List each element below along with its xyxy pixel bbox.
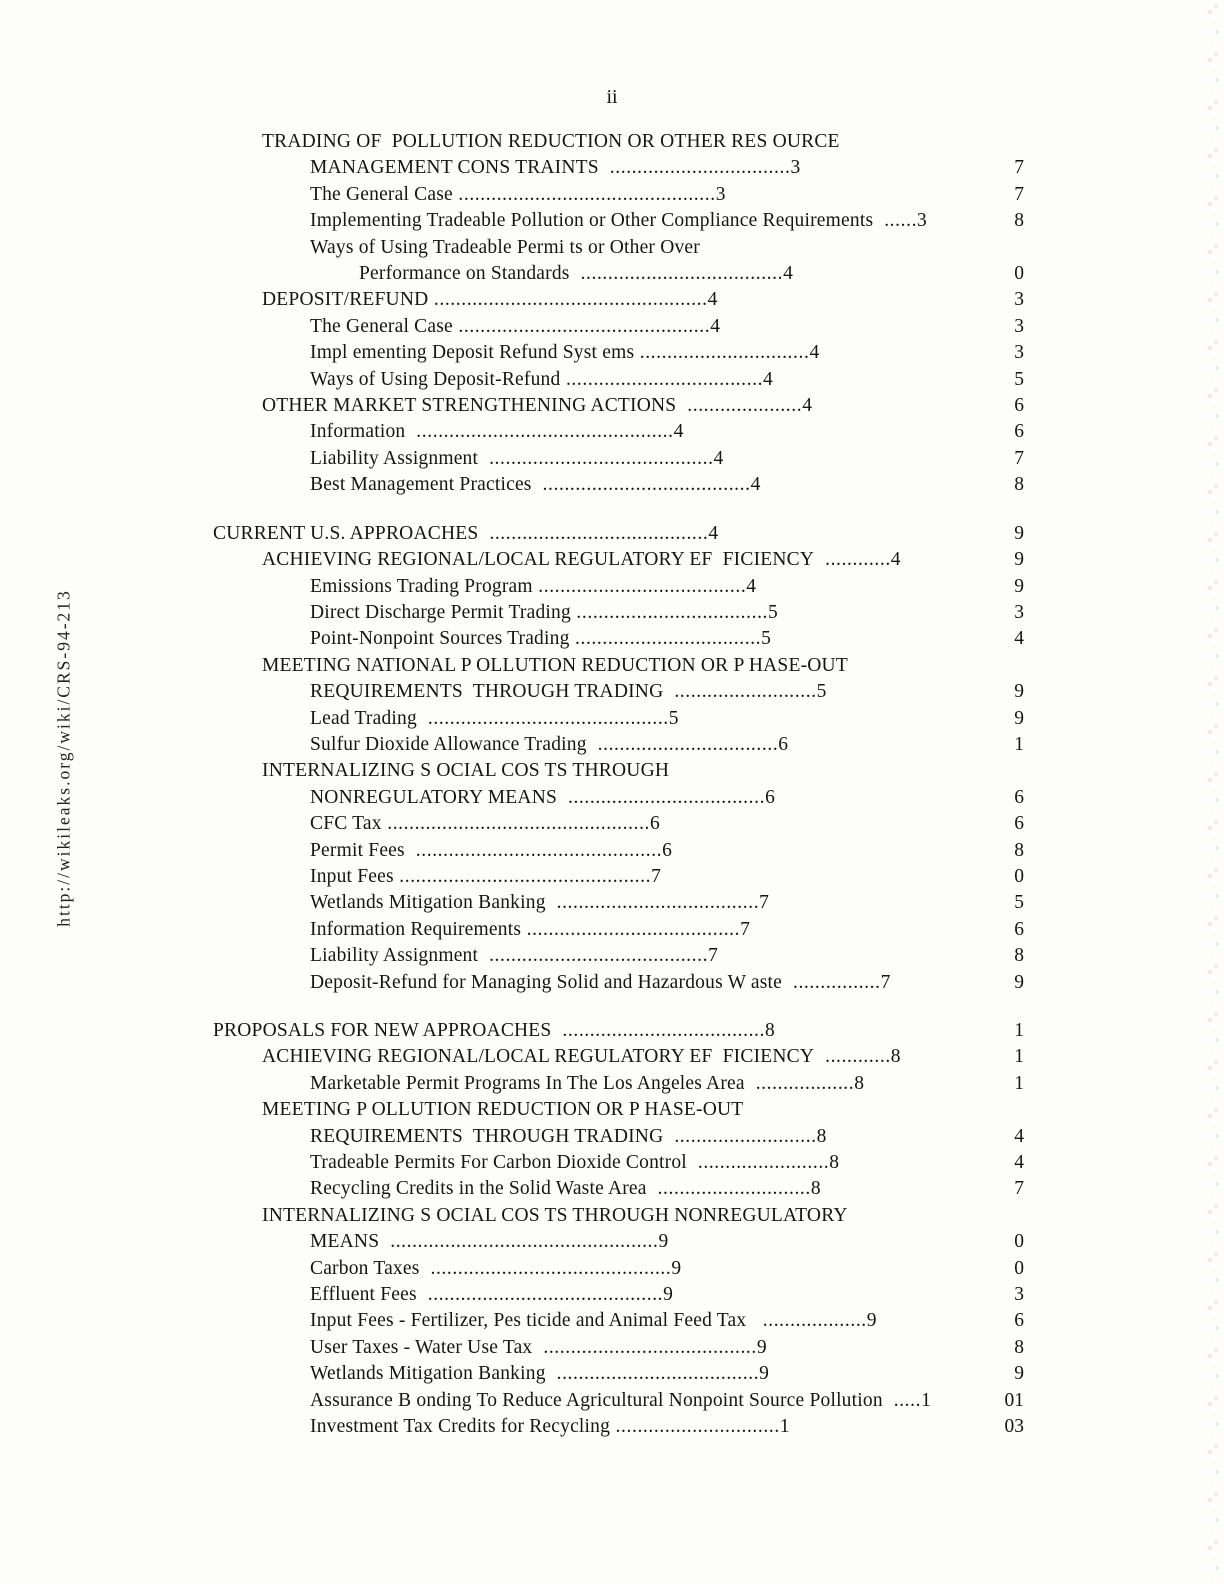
toc-leader-dots: ............................................9 (419, 1257, 682, 1279)
toc-leader-dots: ......................................4 (532, 575, 757, 597)
toc-page-number: 9 (1014, 1363, 1024, 1385)
toc-leader-dots: ........................................4 (478, 522, 719, 544)
toc-leader-dots: ............................................5 (416, 707, 680, 729)
toc-entry-text: Information Requirements (310, 918, 522, 940)
toc-entry-text: CFC Tax (310, 813, 382, 835)
toc-page-number: 0 (1014, 1231, 1024, 1253)
toc-row (213, 1282, 1024, 1308)
toc-entry-text: MANAGEMENT CONS TRAINTS (310, 157, 599, 179)
toc-entry-text: Wetlands Mitigation Banking (310, 1363, 546, 1385)
toc-entry-text: Performance on Standards (359, 263, 570, 285)
toc-page-number: 3 (1014, 601, 1024, 623)
page-folio: ii (606, 86, 618, 108)
toc-entry-text: Point-Nonpoint Sources Trading (310, 628, 570, 650)
toc-row (213, 419, 1024, 445)
toc-row (213, 129, 1024, 155)
toc-row (213, 1150, 1024, 1176)
toc-page-number: 9 (1014, 707, 1024, 729)
toc-leader-dots: ...................9 (746, 1310, 878, 1332)
toc-row (213, 838, 1024, 864)
toc-page-number: 1 (1014, 1020, 1024, 1041)
toc-entry-text: DEPOSIT/REFUND (262, 289, 429, 311)
toc-leader-dots: .....................................7 (545, 892, 770, 914)
toc-leader-dots: .....1 (882, 1389, 932, 1411)
toc-page-number: 9 (1014, 549, 1024, 571)
toc-entry-text: OTHER MARKET STRENGTHENING ACTIONS (262, 395, 677, 417)
toc-leader-dots: ............................8 (646, 1178, 822, 1200)
toc-page-number: 7 (1014, 183, 1024, 205)
toc-leader-dots: .....................................4 (569, 263, 794, 285)
toc-page-number: 0 (1014, 263, 1024, 285)
toc-entry-text: Assurance B onding To Reduce Agricultural Nonpoint Source Pollution (310, 1389, 883, 1411)
toc-leader-dots: .................................3 (598, 157, 801, 179)
toc-leader-dots: .................................................9 (379, 1231, 669, 1253)
toc-leader-dots: ...............................................3 (452, 183, 727, 205)
toc-row (213, 1097, 1024, 1123)
toc-leader-dots: ..............................................4 (452, 315, 721, 337)
toc-row (213, 600, 1024, 626)
toc-page-number: 7 (1014, 1178, 1024, 1200)
toc-page-number: 9 (1014, 971, 1024, 993)
toc-leader-dots: ............8 (814, 1046, 902, 1068)
toc-leader-dots: ........................8 (686, 1152, 840, 1174)
toc-entry-text: Implementing Tradeable Pollution or Other Compliance Requirements (310, 210, 874, 232)
toc-leader-dots: .......................................9 (532, 1336, 768, 1358)
toc-leader-dots: ....................................4 (560, 368, 774, 390)
toc-page-number: 8 (1014, 474, 1024, 496)
toc-page-number: 7 (1014, 447, 1024, 469)
toc-row (213, 521, 1024, 547)
toc-page-number: 0 (1014, 1257, 1024, 1279)
toc-entry-text: REQUIREMENTS THROUGH TRADING (310, 681, 664, 703)
toc-leader-dots: ...................................5 (570, 601, 779, 623)
sidebar-watermark-url: http://wikileaks.org/wiki/CRS-94-213 (53, 589, 74, 927)
toc-leader-dots: .............................................6 (404, 839, 673, 861)
toc-page-number: 1 (1014, 733, 1024, 755)
toc-entry-text: Carbon Taxes (310, 1257, 420, 1279)
toc-page-number: 6 (1014, 421, 1024, 443)
toc-entry-text: Information (310, 421, 406, 443)
toc-row (213, 235, 1024, 261)
toc-page-number: 0 (1014, 865, 1024, 887)
toc-entry-text: Effluent Fees (310, 1284, 417, 1306)
toc-page-number: 5 (1014, 368, 1024, 390)
toc-row (213, 367, 1024, 393)
toc-entry-text: Impl ementing Deposit Refund Syst ems (310, 342, 635, 364)
toc-page-number: 7 (1014, 157, 1024, 179)
toc-leader-dots: ................................................6 (381, 813, 661, 835)
toc-entry-text: INTERNALIZING S OCIAL COS TS THROUGH NONREGULATORY (262, 1204, 848, 1226)
toc-row (213, 1044, 1024, 1070)
toc-row (213, 706, 1024, 732)
toc-row (213, 1335, 1024, 1361)
toc-page-number: 9 (1014, 681, 1024, 703)
toc-entry-text: Liability Assignment (310, 945, 479, 967)
toc-row (213, 393, 1024, 419)
toc-row (213, 314, 1024, 340)
toc-leader-dots: ..........................5 (663, 681, 828, 703)
toc-row (213, 785, 1024, 811)
toc-leader-dots: ..............................1 (610, 1416, 791, 1438)
table-of-contents (0, 129, 1224, 1441)
toc-leader-dots: .....................4 (676, 395, 813, 417)
toc-entry-text: The General Case (310, 315, 453, 337)
toc-entry-text: Ways of Using Tradeable Permi ts or Other Over (310, 236, 700, 258)
toc-entry-text: ACHIEVING REGIONAL/LOCAL REGULATORY EF FICIENCY (262, 1046, 815, 1068)
toc-row (213, 1388, 1024, 1414)
toc-row (213, 1176, 1024, 1202)
toc-row (213, 864, 1024, 890)
toc-page-number: 8 (1014, 945, 1024, 967)
toc-page-number: 6 (1014, 395, 1024, 417)
toc-entry-text: Input Fees (310, 865, 394, 887)
toc-entry-text: Emissions Trading Program (310, 575, 533, 597)
toc-page-number: 03 (1004, 1416, 1024, 1438)
toc-row (213, 811, 1024, 837)
toc-row (213, 970, 1024, 996)
toc-entry-text: Tradeable Permits For Carbon Dioxide Control (310, 1152, 687, 1174)
toc-page-number: 3 (1014, 1284, 1024, 1306)
toc-row (213, 758, 1024, 784)
toc-entry-text: Recycling Credits in the Solid Waste Area (310, 1178, 647, 1200)
toc-entry-text: Investment Tax Credits for Recycling (310, 1416, 611, 1438)
toc-leader-dots: ......................................4 (531, 474, 761, 496)
toc-page-number: 8 (1014, 1336, 1024, 1358)
toc-entry-text: Direct Discharge Permit Trading (310, 601, 571, 623)
toc-row (213, 917, 1024, 943)
toc-row (213, 1361, 1024, 1387)
toc-leader-dots: .......................................7 (521, 918, 751, 940)
toc-entry-text: MEANS (310, 1231, 380, 1253)
toc-page-number: 9 (1014, 522, 1024, 544)
toc-row (213, 261, 1024, 287)
page-edge-dot-pattern (1202, 0, 1224, 1584)
toc-row (213, 340, 1024, 366)
toc-leader-dots: .................................6 (586, 733, 789, 755)
toc-page-number: 1 (1014, 1072, 1024, 1094)
toc-entry-text: Liability Assignment (310, 447, 479, 469)
toc-entry-text: Input Fees - Fertilizer, Pes ticide and Animal Feed Tax (310, 1310, 747, 1332)
toc-leader-dots: ..................8 (744, 1072, 865, 1094)
toc-row (213, 547, 1024, 573)
toc-row (213, 626, 1024, 652)
toc-page-number: 9 (1014, 575, 1024, 597)
toc-page-number: 3 (1014, 315, 1024, 337)
toc-leader-dots: .........................................4 (478, 447, 724, 469)
toc-leader-dots: .....................................8 (551, 1020, 776, 1041)
toc-row (213, 446, 1024, 472)
toc-entry-text: Best Management Practices (310, 474, 532, 496)
toc-row (213, 1414, 1024, 1440)
toc-leader-dots: ........................................7 (478, 945, 719, 967)
toc-entry-text: NONREGULATORY MEANS (310, 786, 558, 808)
toc-entry-text: PROPOSALS FOR NEW APPROACHES (213, 1020, 552, 1041)
toc-row (213, 1229, 1024, 1255)
toc-page-number: 1 (1014, 1046, 1024, 1068)
toc-leader-dots: ..................................................4 (428, 289, 718, 311)
toc-row (213, 732, 1024, 758)
toc-row (213, 943, 1024, 969)
toc-leader-dots: ......3 (873, 210, 928, 232)
toc-page-number: 6 (1014, 1310, 1024, 1332)
toc-row (213, 890, 1024, 916)
toc-page-number: 8 (1014, 210, 1024, 232)
toc-page-number: 6 (1014, 786, 1024, 808)
toc-row (213, 1256, 1024, 1282)
toc-page-number: 3 (1014, 342, 1024, 364)
toc-entry-text: MEETING P OLLUTION REDUCTION OR P HASE-OUT (262, 1099, 744, 1121)
toc-page-number: 4 (1014, 1152, 1024, 1174)
toc-entry-text: Wetlands Mitigation Banking (310, 892, 546, 914)
toc-row (213, 1071, 1024, 1097)
toc-leader-dots: ..................................5 (569, 628, 772, 650)
toc-row (213, 653, 1024, 679)
toc-row (213, 208, 1024, 234)
toc-leader-dots: ............4 (814, 549, 902, 571)
toc-entry-text: Ways of Using Deposit-Refund (310, 368, 561, 390)
toc-entry-text: ACHIEVING REGIONAL/LOCAL REGULATORY EF FICIENCY (262, 549, 815, 571)
toc-entry-text: REQUIREMENTS THROUGH TRADING (310, 1125, 664, 1147)
toc-row (213, 1308, 1024, 1334)
toc-row (213, 182, 1024, 208)
toc-row (213, 287, 1024, 313)
toc-page-number: 4 (1014, 1125, 1024, 1147)
toc-leader-dots: ..............................................7 (393, 865, 662, 887)
toc-leader-dots: .....................................9 (545, 1363, 770, 1385)
toc-page-number: 4 (1014, 628, 1024, 650)
toc-leader-dots: ..........................8 (663, 1125, 828, 1147)
toc-page-number: 3 (1014, 289, 1024, 311)
toc-row (213, 574, 1024, 600)
toc-entry-text: Lead Trading (310, 707, 417, 729)
toc-page-number: 8 (1014, 839, 1024, 861)
toc-row (213, 679, 1024, 705)
toc-leader-dots: ...............................................4 (405, 421, 684, 443)
toc-page-number: 6 (1014, 813, 1024, 835)
toc-entry-text: Sulfur Dioxide Allowance Trading (310, 733, 587, 755)
toc-entry-text: Marketable Permit Programs In The Los Angeles Area (310, 1072, 745, 1094)
toc-row (213, 1124, 1024, 1150)
toc-leader-dots: ................7 (782, 971, 891, 993)
toc-leader-dots: ...............................4 (634, 342, 820, 364)
toc-entry-text: Deposit-Refund for Managing Solid and Hazardous W aste (310, 971, 783, 993)
toc-row (213, 1018, 1024, 1044)
toc-entry-text: User Taxes - Water Use Tax (310, 1336, 533, 1358)
toc-page-number: 6 (1014, 918, 1024, 940)
toc-entry-text: MEETING NATIONAL P OLLUTION REDUCTION OR P HASE-OUT (262, 654, 848, 676)
toc-page-number: 01 (1004, 1389, 1024, 1411)
toc-entry-text: Permit Fees (310, 839, 405, 861)
toc-entry-text: INTERNALIZING S OCIAL COS TS THROUGH (262, 760, 670, 782)
toc-row (213, 472, 1024, 498)
toc-leader-dots: ....................................6 (557, 786, 776, 808)
toc-page-number: 5 (1014, 892, 1024, 914)
toc-entry-text: TRADING OF POLLUTION REDUCTION OR OTHER RES OURCE (262, 131, 840, 152)
toc-leader-dots: ...........................................9 (416, 1284, 674, 1306)
toc-row (213, 155, 1024, 181)
toc-entry-text: The General Case (310, 183, 453, 205)
toc-entry-text: CURRENT U.S. APPROACHES (213, 522, 479, 544)
toc-row (213, 1203, 1024, 1229)
